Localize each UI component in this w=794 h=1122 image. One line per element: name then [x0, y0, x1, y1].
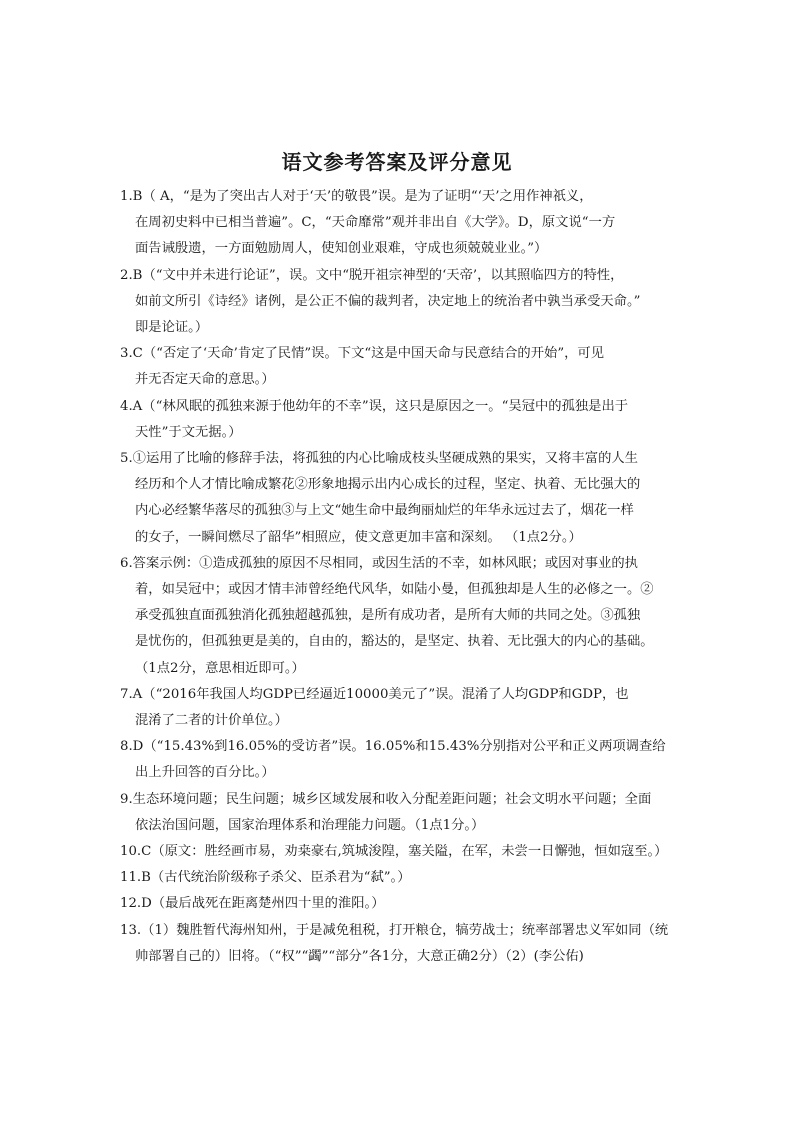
answer-line: 的女子，一瞬间燃尽了韶华”相照应，使文意更加丰富和深刻。 （1点2分。）	[135, 529, 582, 545]
answer-item	[120, 918, 680, 970]
answer-line: 承受孤独直面孤独消化孤独超越孤独，是所有成功者，是所有大师的共同之处。③孤独	[135, 608, 641, 624]
answer-item	[120, 394, 680, 446]
answer-item	[120, 787, 680, 839]
page-title: 语文参考答案及评分意见	[281, 150, 513, 174]
answer-item	[120, 839, 680, 865]
answer-item	[120, 263, 680, 342]
answer-line: 天性”于文无据。）	[135, 424, 242, 440]
answer-list	[120, 184, 680, 970]
answer-line: （1点2分，意思相近即可。）	[135, 660, 305, 676]
answer-line: 2.B（“文中并未进行论证”，误。文中“脱开祖宗神型的‘天帝’，以其照临四方的特性，	[120, 267, 624, 283]
answer-line: 4.A（“林风眠的孤独来源于他幼年的不幸”误，这只是原因之一。“吴冠中的孤独是出于	[120, 398, 629, 414]
answer-line: 5.①运用了比喻的修辞手法，将孤独的内心比喻成枝头坚硬成熟的果实，又将丰富的人生	[120, 451, 638, 467]
answer-line: 内心必经繁华落尽的孤独③与上文“她生命中最绚丽灿烂的年华永远过去了，烟花一样	[135, 503, 634, 519]
answer-line: 帅部署自己的）旧将。（“权”“蠲”“部分”各1分，大意正确2分）（2）(李公佑)	[135, 948, 584, 964]
answer-item	[120, 446, 680, 551]
answer-line: 是忧伤的，但孤独更是美的，自由的，豁达的，是坚定、执着、无比强大的内心的基础。	[135, 634, 654, 650]
answer-line: 3.C（“否定了‘天命’肯定了民情”误。下文“这是中国天命与民意结合的开始”，可见	[120, 346, 605, 362]
answer-line: 出上升回答的百分比。）	[135, 765, 275, 781]
answer-line: 8.D（“15.43%到16.05%的受访者”误。16.05%和15.43%分别指对公平和正义两项调查给	[120, 739, 666, 755]
answer-item	[120, 184, 680, 263]
answer-line: 在周初史料中已相当普遍”。C，“天命靡常”观并非出自《大学》。D，原文说“一方	[135, 215, 616, 231]
answer-line: 6.答案示例：①造成孤独的原因不尽相同，或因生活的不幸，如林风眠；或因对事业的执	[120, 555, 638, 571]
answer-line: 7.A（“2016年我国人均GDP已经逼近10000美元了”误。混淆了人均GDP和GDP，也	[120, 686, 629, 702]
answer-line: 依法治国问题，国家治理体系和治理能力问题。（1点1分。）	[135, 817, 485, 833]
answer-item	[120, 551, 680, 682]
answer-line: 13.（1）魏胜暂代海州知州，于是减免租税，打开粮仓，犒劳战士；统率部署忠义军如同（统	[120, 922, 669, 938]
answer-item	[120, 734, 680, 786]
answer-line: 11.B（古代统治阶级称子杀父、臣杀君为“弑”。）	[120, 870, 411, 886]
answer-item	[120, 865, 680, 891]
answer-line: 即是论证。）	[135, 320, 209, 336]
answer-line: 10.C（原文：胜经画市易，劝桒豪右,筑城浚隍，塞关隘，在军，未尝一日懈弛，恒如寇至。）	[120, 844, 668, 860]
answer-item	[120, 682, 680, 734]
answer-line: 并无否定天命的意思。）	[135, 372, 275, 388]
answer-line: 经历和个人才情比喻成繁花②形象地揭示出内心成长的过程，坚定、执着、无比强大的	[135, 477, 641, 493]
answer-line: 着，如吴冠中；或因才情丰沛曾经绝代风华，如陆小曼，但孤独却是人生的必修之一。②	[135, 582, 654, 598]
answer-line: 12.D（最后战死在距离楚州四十里的淮阳。）	[120, 896, 385, 912]
answer-line: 混淆了二者的计价单位。）	[135, 713, 288, 729]
answer-line: 9.生态环境问题；民生问题；城乡区域发展和收入分配差距问题；社会文明水平问题；全面	[120, 791, 652, 807]
answer-item	[120, 341, 680, 393]
answer-line: 1.B（ A，“是为了突出古人对于‘天’的敬畏”误。是为了证明“‘天’之用作神祇义，	[120, 189, 593, 204]
answer-item	[120, 891, 680, 917]
answer-line: 面告诫殷遗，一方面勉励周人，使知创业艰难，守成也须兢兢业业。”）	[135, 241, 548, 257]
answer-line: 如前文所引《诗经》诸例，是公正不偏的裁判者，决定地上的统治者中孰当承受天命。”	[135, 293, 641, 309]
